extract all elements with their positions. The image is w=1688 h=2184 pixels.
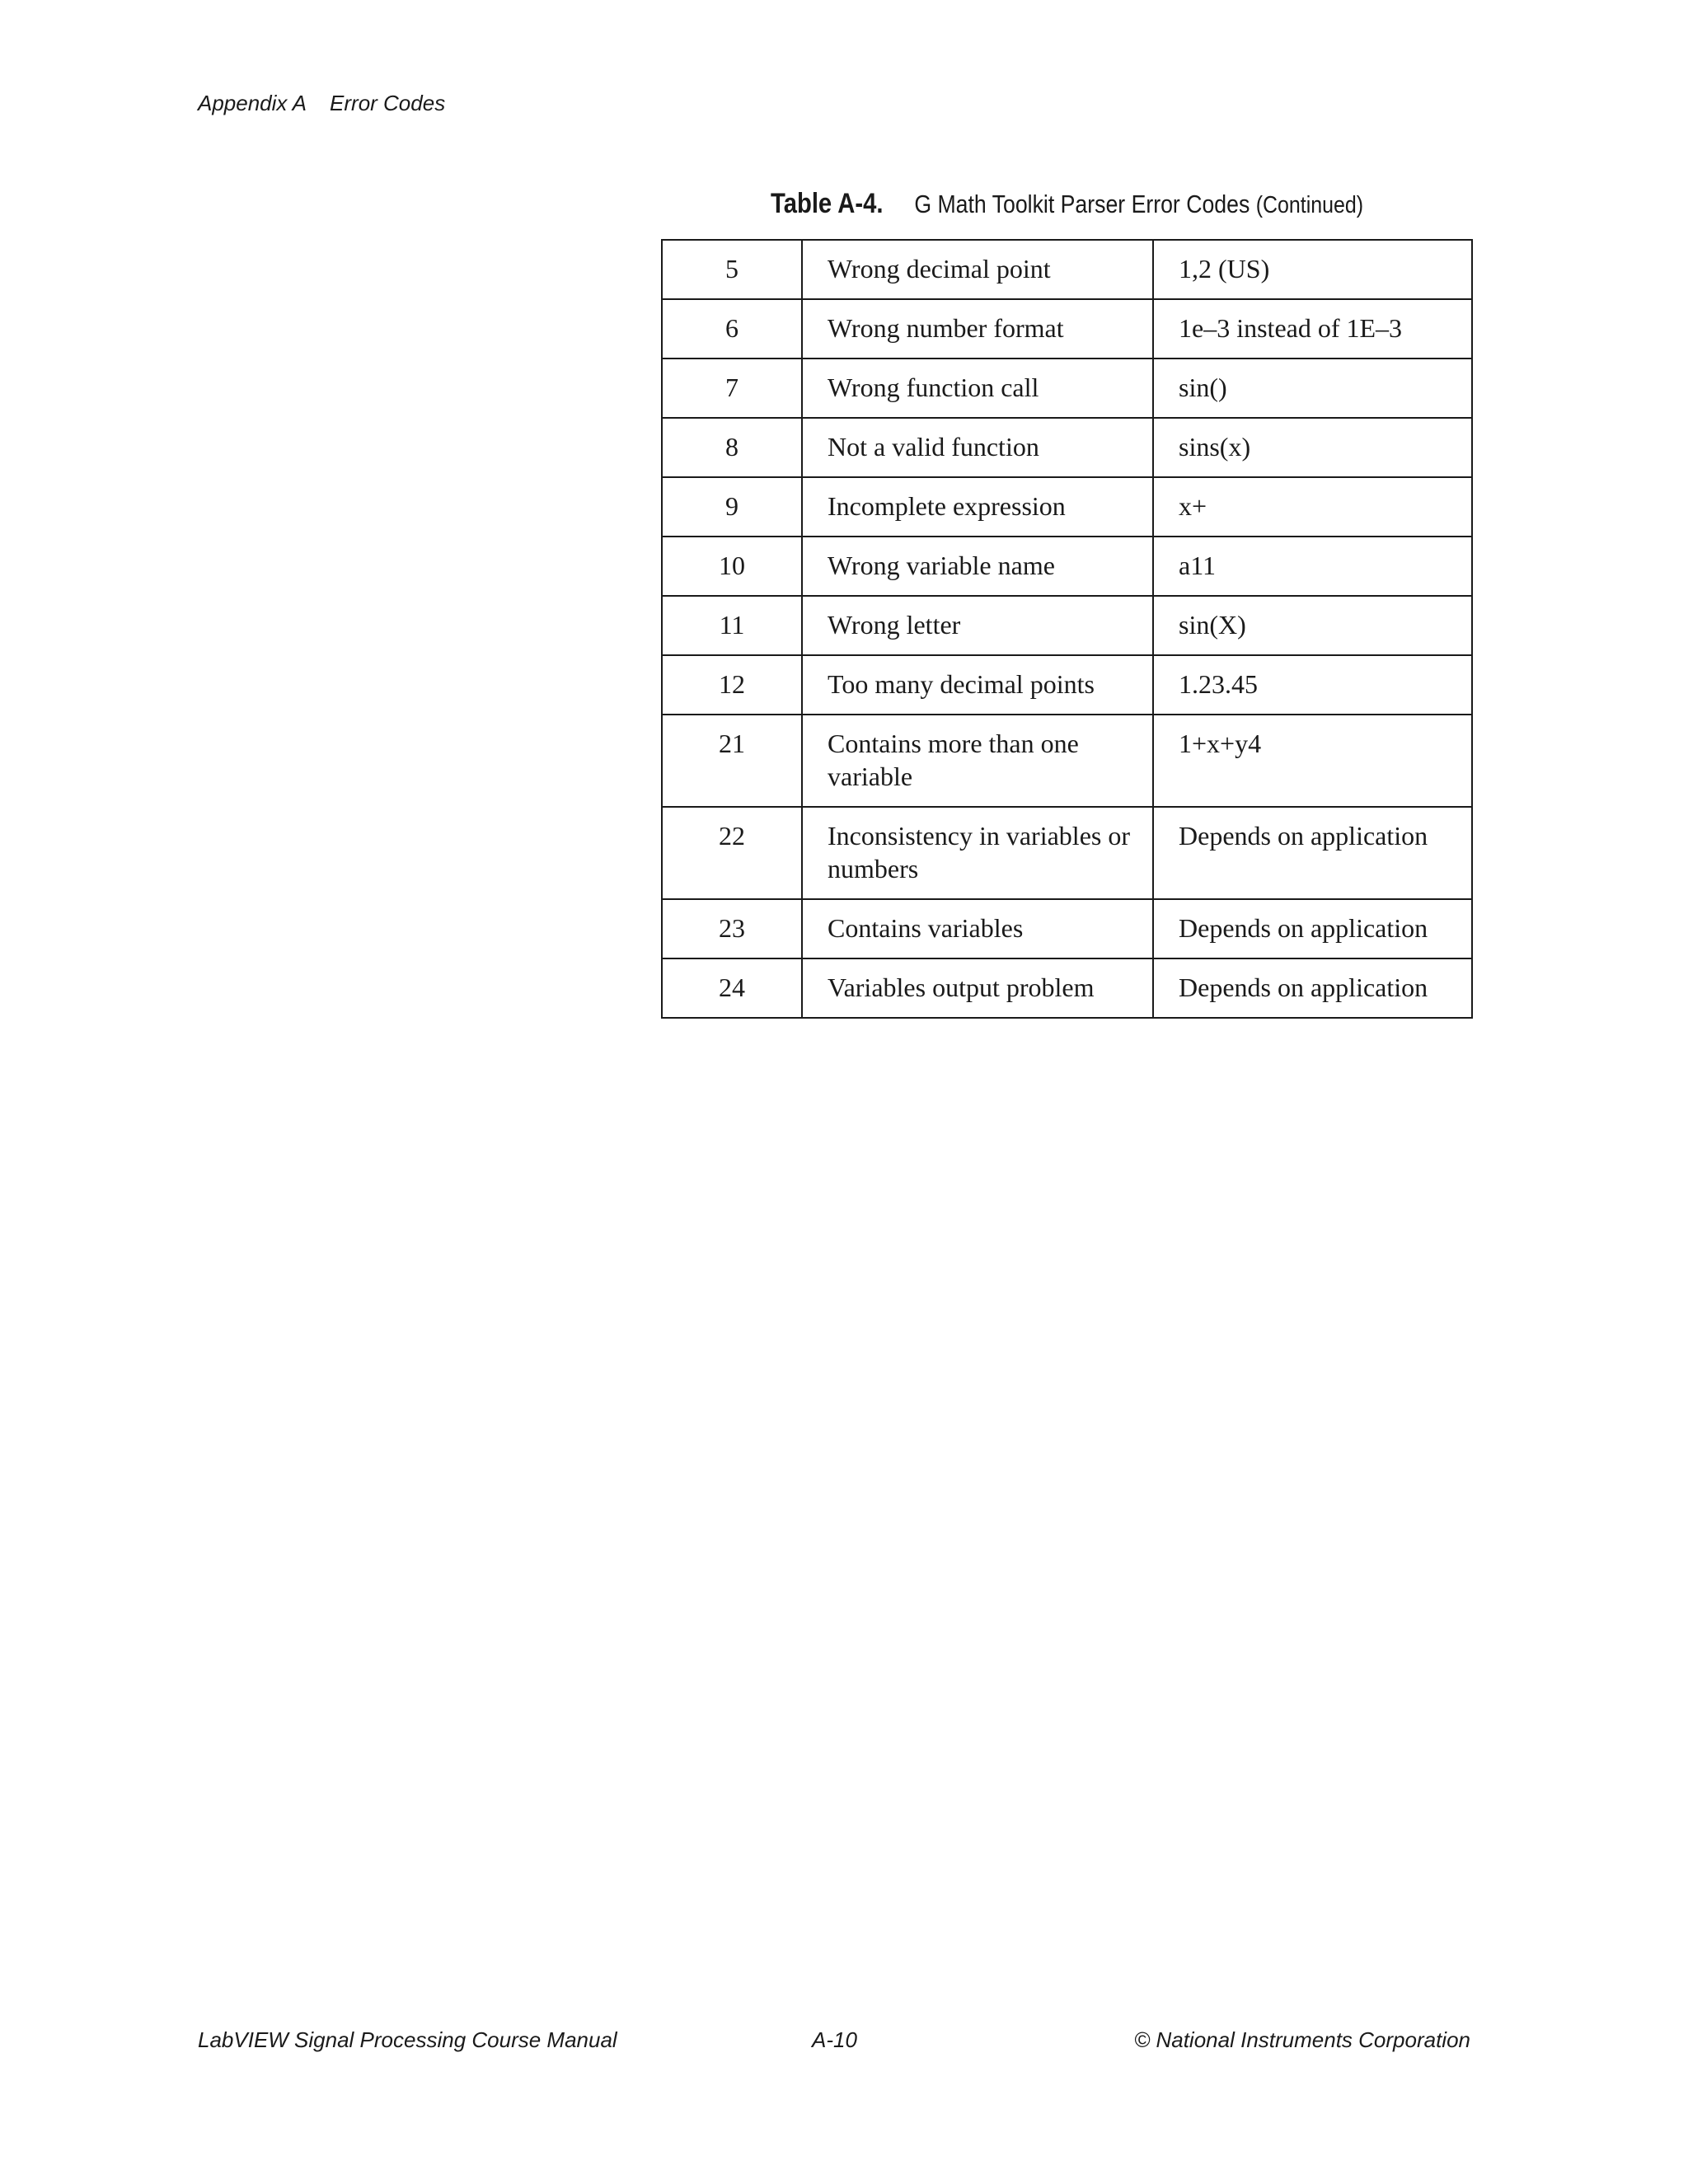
table-row <box>662 596 1472 655</box>
error-description: Contains variables <box>802 899 1153 958</box>
table-row <box>662 958 1472 1018</box>
error-description: Wrong variable name <box>802 537 1153 596</box>
footer-page-number: A-10 <box>812 2027 857 2052</box>
error-code: 24 <box>662 958 802 1018</box>
error-code: 22 <box>662 807 802 899</box>
error-code: 8 <box>662 418 802 477</box>
error-code: 9 <box>662 477 802 537</box>
error-description: Variables output problem <box>802 958 1153 1018</box>
footer-copyright: © National Instruments Corporation <box>1134 2027 1470 2052</box>
error-example: Depends on application <box>1153 899 1472 958</box>
table-row <box>662 807 1472 899</box>
running-head-section: Error Codes <box>330 91 446 115</box>
error-codes-table <box>661 239 1473 1019</box>
error-code: 21 <box>662 715 802 807</box>
error-example: 1+x+y4 <box>1153 715 1472 807</box>
error-code: 5 <box>662 240 802 299</box>
error-example: 1e–3 instead of 1E–3 <box>1153 299 1472 359</box>
error-description: Wrong decimal point <box>802 240 1153 299</box>
error-description: Inconsistency in variables or numbers <box>802 807 1153 899</box>
error-example: Depends on application <box>1153 958 1472 1018</box>
table-number: Table A-4. <box>771 188 884 219</box>
error-description: Too many decimal points <box>802 655 1153 715</box>
table-row <box>662 299 1472 359</box>
error-example: sins(x) <box>1153 418 1472 477</box>
error-description: Contains more than one variable <box>802 715 1153 807</box>
error-code: 12 <box>662 655 802 715</box>
error-code: 7 <box>662 359 802 418</box>
table-row <box>662 537 1472 596</box>
table-continued: (Continued) <box>1255 192 1364 218</box>
error-example: x+ <box>1153 477 1472 537</box>
footer-manual-title: LabVIEW Signal Processing Course Manual <box>198 2027 617 2052</box>
table-row <box>662 715 1472 807</box>
error-description: Not a valid function <box>802 418 1153 477</box>
error-example: 1.23.45 <box>1153 655 1472 715</box>
error-example: sin() <box>1153 359 1472 418</box>
table-row <box>662 240 1472 299</box>
table-row <box>662 359 1472 418</box>
error-code: 6 <box>662 299 802 359</box>
error-example: Depends on application <box>1153 807 1472 899</box>
running-head <box>198 91 445 116</box>
error-code: 23 <box>662 899 802 958</box>
table-row <box>662 418 1472 477</box>
error-description: Wrong letter <box>802 596 1153 655</box>
error-example: sin(X) <box>1153 596 1472 655</box>
table-row <box>662 899 1472 958</box>
error-description: Incomplete expression <box>802 477 1153 537</box>
table-row <box>662 477 1472 537</box>
error-code: 11 <box>662 596 802 655</box>
error-example: 1,2 (US) <box>1153 240 1472 299</box>
error-code: 10 <box>662 537 802 596</box>
error-description: Wrong function call <box>802 359 1153 418</box>
running-head-appendix: Appendix A <box>198 91 307 115</box>
error-example: a11 <box>1153 537 1472 596</box>
table-row <box>662 655 1472 715</box>
error-description: Wrong number format <box>802 299 1153 359</box>
table-title: G Math Toolkit Parser Error Codes <box>914 190 1250 218</box>
